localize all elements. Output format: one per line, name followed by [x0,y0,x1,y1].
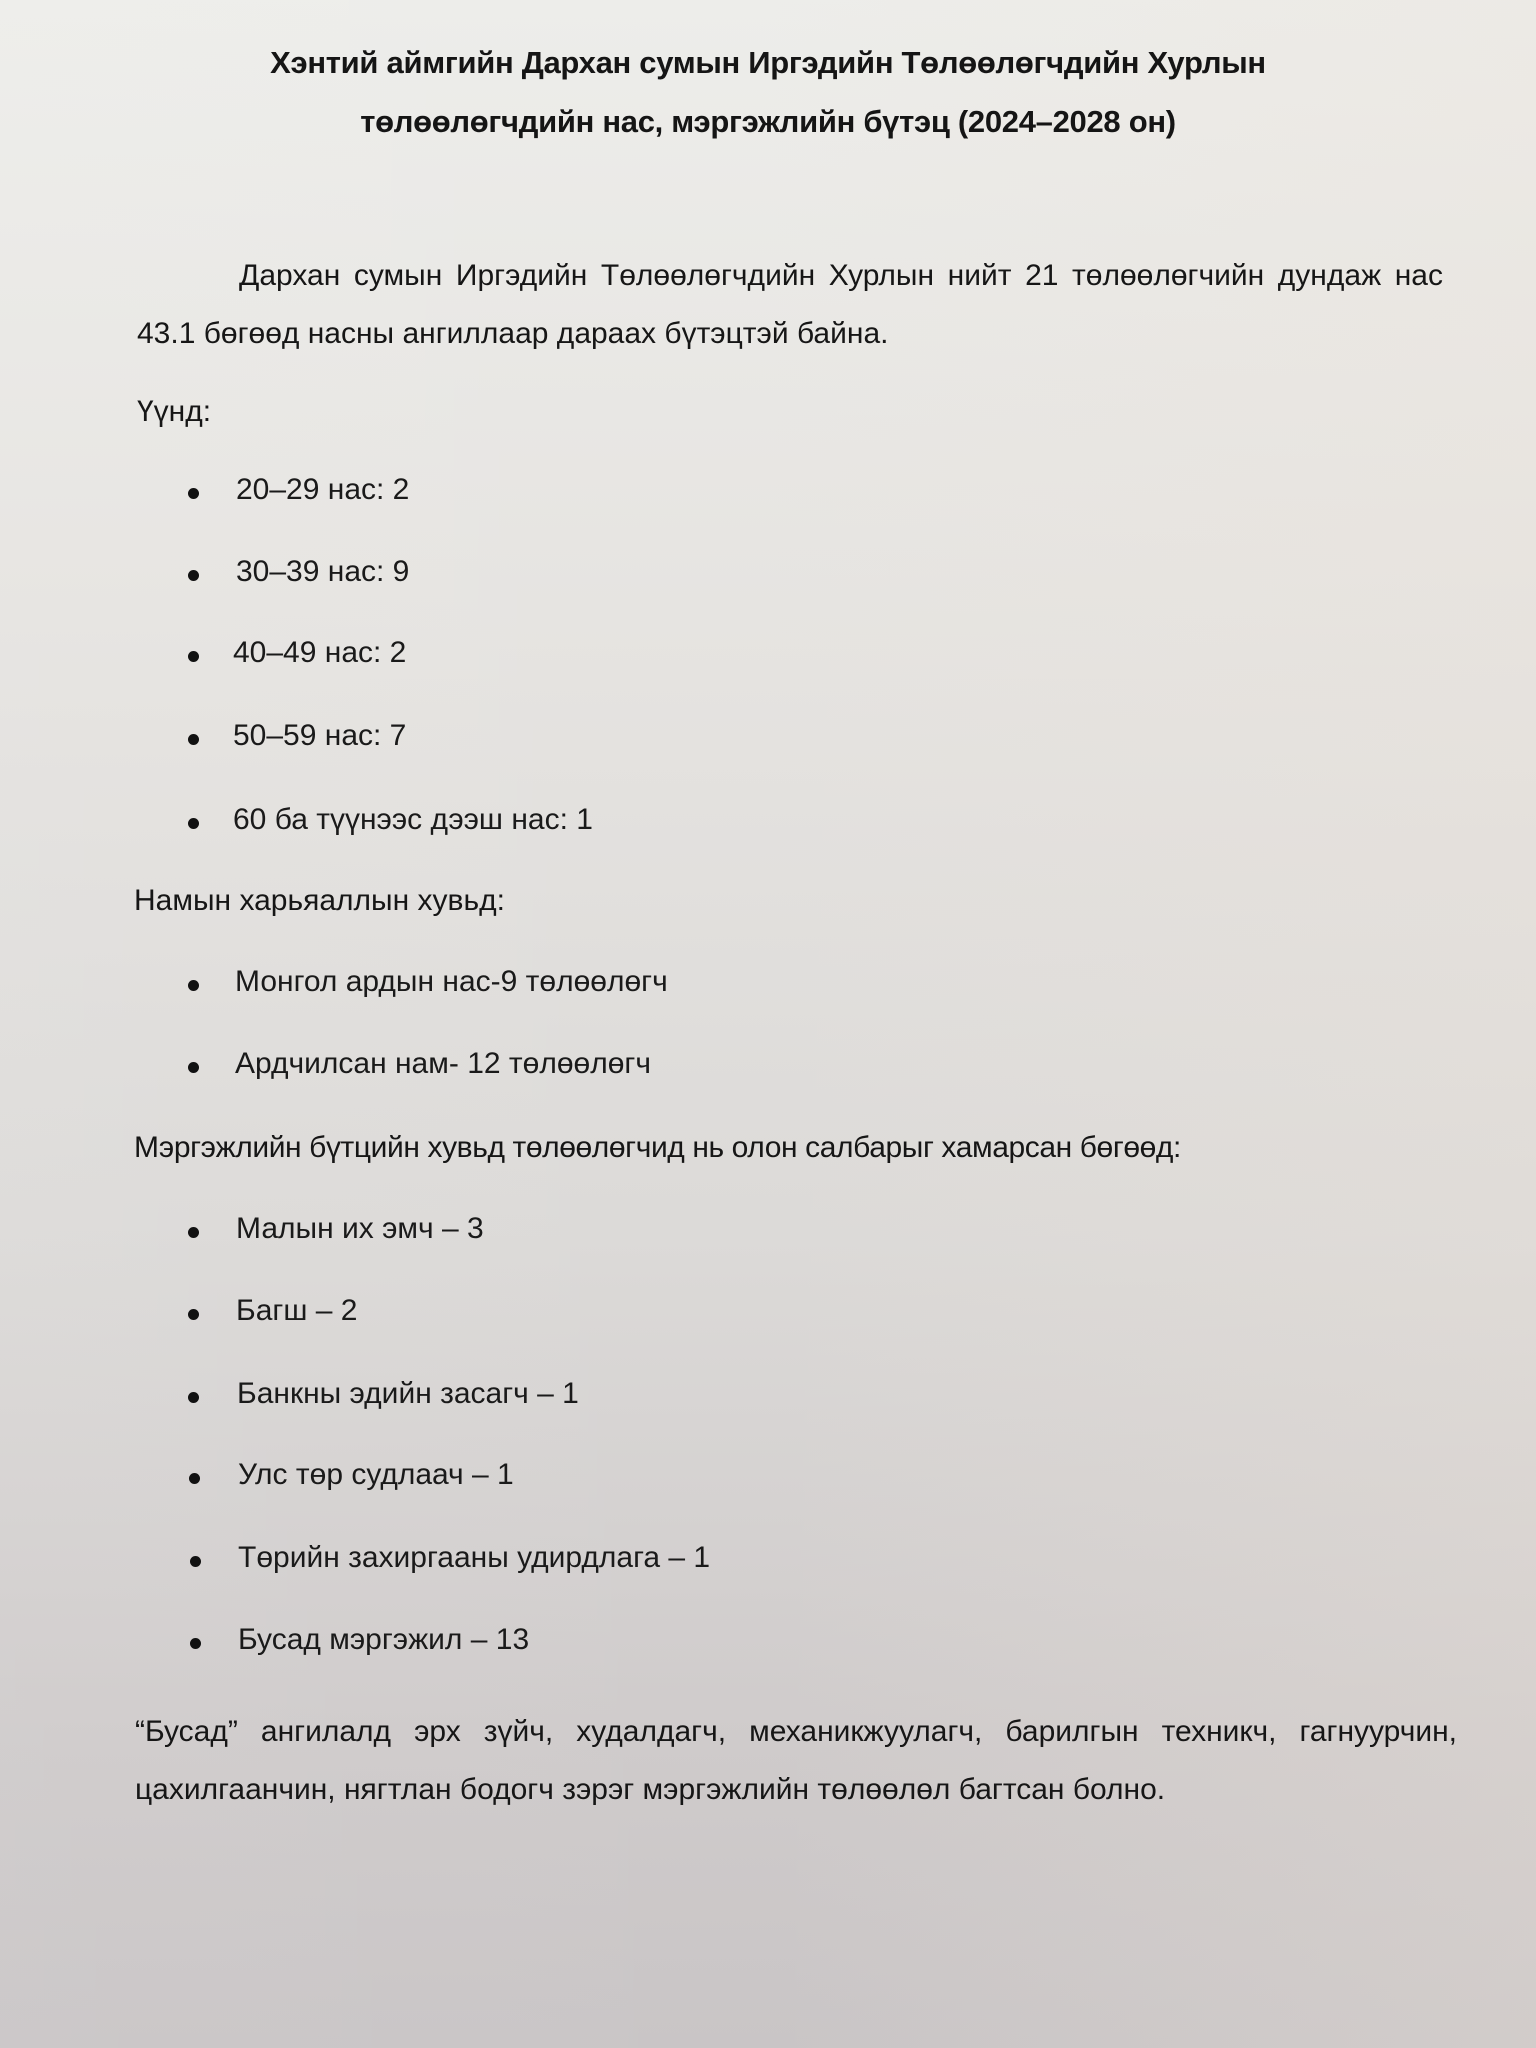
age-group-text: 60 ба түүнээс дээш нас: 1 [233,803,593,836]
bullet-icon [189,1473,200,1484]
list-item [0,636,1536,676]
list-item [0,473,1536,513]
bullet-icon [188,1062,199,1073]
bullet-icon [188,1309,199,1320]
age-section-label: Үүнд: [137,395,212,428]
age-group-text: 50–59 нас: 7 [233,719,407,752]
party-text: Ардчилсан нам- 12 төлөөлөгч [235,1047,651,1080]
profession-text: Багш – 2 [236,1294,358,1327]
list-item [0,1047,1536,1087]
list-item [0,1294,1536,1334]
list-item [0,1212,1536,1252]
list-item [0,719,1536,759]
list-item [0,803,1536,843]
list-item [0,1377,1536,1417]
bullet-icon [190,1638,201,1649]
list-item [0,1458,1536,1498]
age-group-text: 20–29 нас: 2 [236,473,410,506]
bullet-icon [188,570,199,581]
profession-text: Төрийн захиргааны удирдлага – 1 [238,1541,711,1574]
bullet-icon [190,1556,201,1567]
list-item [0,1623,1536,1663]
bullet-icon [188,651,199,662]
profession-text: Малын их эмч – 3 [236,1212,484,1245]
party-section-label: Намын харьяаллын хувьд: [134,884,505,917]
document-title-line-1: Хэнтий аймгийн Дархан сумын Иргэдийн Төлөөлөгчдийн Хурлын [270,45,1266,80]
bullet-icon [188,1227,199,1238]
bullet-icon [188,818,199,829]
list-item [0,555,1536,595]
list-item [0,965,1536,1005]
age-group-text: 40–49 нас: 2 [233,636,407,669]
profession-text: Банкны эдийн засагч – 1 [237,1377,579,1410]
profession-text: Бусад мэргэжил – 13 [238,1623,530,1656]
closing-paragraph: “Бусад” ангилалд эрх зүйч, худалдагч, механикжуулагч, барилгын техникч, гагнуурчин, цахилгаанчин, нягтлан бодогч зэрэг мэргэжлийн төлөөлөл багтсан болно. [135,1715,1457,1806]
bullet-icon [188,734,199,745]
profession-text: Улс төр судлаач – 1 [238,1458,514,1491]
party-text: Монгол ардын нас-9 төлөөлөгч [235,965,668,998]
bullet-icon [188,1392,199,1403]
bullet-icon [188,488,199,499]
list-item [0,1541,1536,1581]
profession-section-label: Мэргэжлийн бүтцийн хувьд төлөөлөгчид нь олон салбарыг хамарсан бөгөөд: [134,1131,1181,1164]
bullet-icon [188,980,199,991]
document-title-line-2: төлөөлөгчдийн нас, мэргэжлийн бүтэц (2024–2028 он) [360,104,1176,139]
intro-paragraph: Дархан сумын Иргэдийн Төлөөлөгчдийн Хурлын нийт 21 төлөөлөгчийн дундаж нас 43.1 бөгөөд насны ангиллаар дараах бүтэцтэй байна. [137,259,1443,350]
age-group-text: 30–39 нас: 9 [236,555,410,588]
